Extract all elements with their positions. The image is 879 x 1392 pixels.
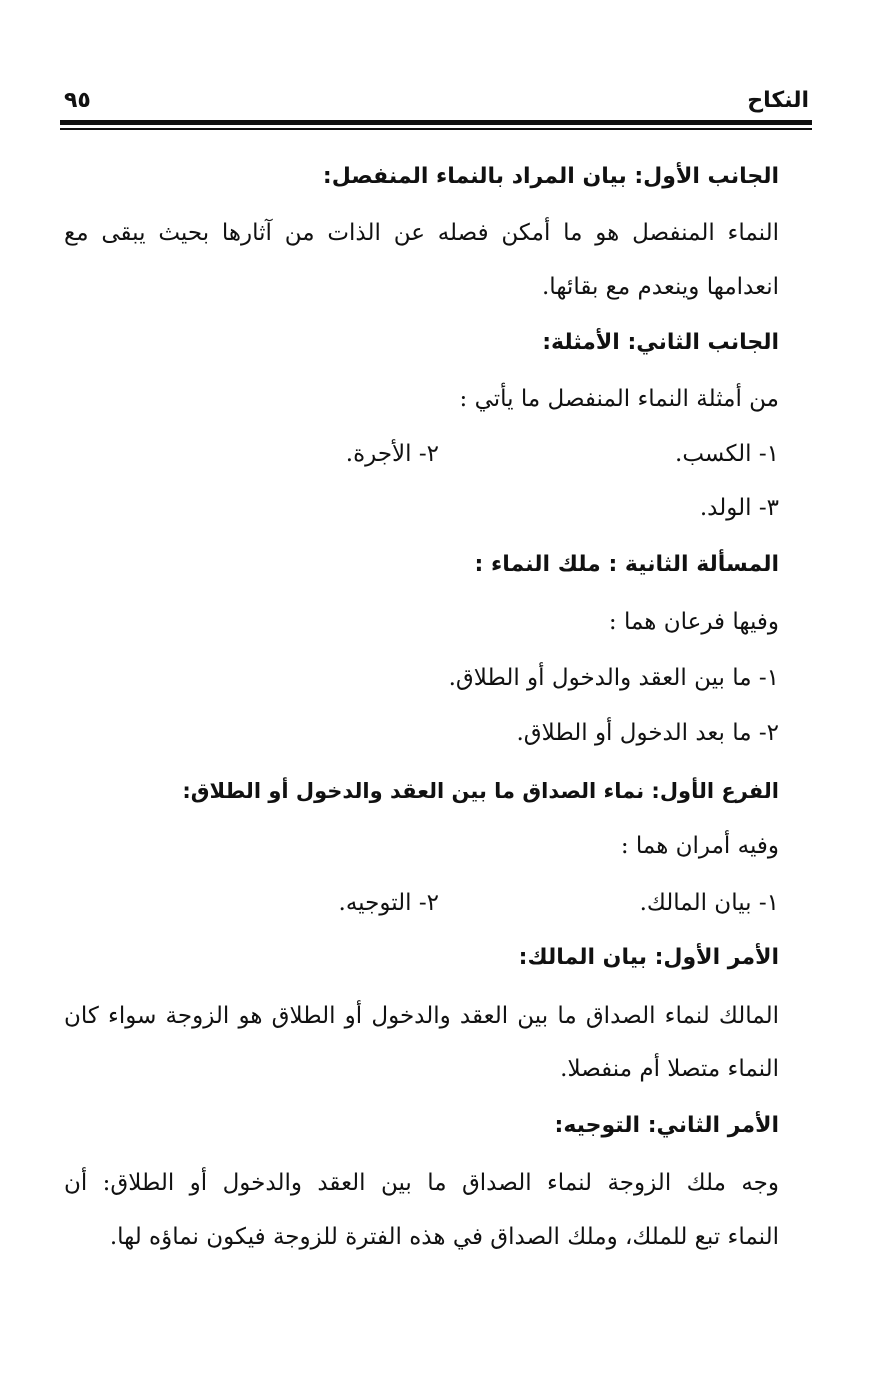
paragraph-definition-line-2: انعدامها وينعدم مع بقائها.: [542, 274, 779, 300]
header-rule-thin: [60, 128, 812, 130]
heading-second-matter: الأمر الثاني: التوجيه:: [554, 1113, 779, 1138]
list-item-reasoning: ٢- التوجيه.: [338, 890, 439, 916]
heading-first-matter: الأمر الأول: بيان المالك:: [518, 945, 779, 970]
paragraph-owner-line-2: النماء متصلا أم منفصلا.: [560, 1056, 779, 1082]
paragraph-owner-line-1: المالك لنماء الصداق ما بين العقد والدخول أو الطلاق هو الزوجة سواء كان: [64, 1003, 779, 1029]
heading-second-issue: المسألة الثانية : ملك النماء :: [474, 552, 779, 577]
heading-second-aspect: الجانب الثاني: الأمثلة:: [542, 330, 779, 355]
list-item-branch-1: ١- ما بين العقد والدخول أو الطلاق.: [448, 665, 779, 691]
paragraph-matters-intro: وفيه أمران هما :: [620, 833, 779, 859]
paragraph-definition-line-1: النماء المنفصل هو ما أمكن فصله عن الذات من آثارها بحيث يبقى مع: [64, 220, 779, 246]
header-rule-thick: [60, 120, 812, 125]
page-number: ٩٥: [64, 88, 91, 113]
list-item-wage: ٢- الأجرة.: [345, 441, 439, 467]
list-item-child: ٣- الولد.: [699, 495, 779, 521]
paragraph-reasoning-line-2: النماء تبع للملك، وملك الصداق في هذه الفترة للزوجة فيكون نماؤه لها.: [109, 1224, 779, 1250]
heading-first-branch: الفرع الأول: نماء الصداق ما بين العقد والدخول أو الطلاق:: [182, 779, 779, 803]
list-item-owner: ١- بيان المالك.: [639, 890, 779, 916]
list-item-earnings: ١- الكسب.: [675, 441, 779, 467]
paragraph-reasoning-line-1: وجه ملك الزوجة لنماء الصداق ما بين العقد والدخول أو الطلاق: أن: [64, 1170, 779, 1196]
paragraph-examples-intro: من أمثلة النماء المنفصل ما يأتي :: [459, 386, 779, 412]
paragraph-branches-intro: وفيها فرعان هما :: [608, 609, 779, 635]
heading-first-aspect: الجانب الأول: بيان المراد بالنماء المنفصل:: [322, 164, 779, 189]
list-item-branch-2: ٢- ما بعد الدخول أو الطلاق.: [516, 720, 779, 746]
running-header-title: النكاح: [747, 88, 809, 113]
